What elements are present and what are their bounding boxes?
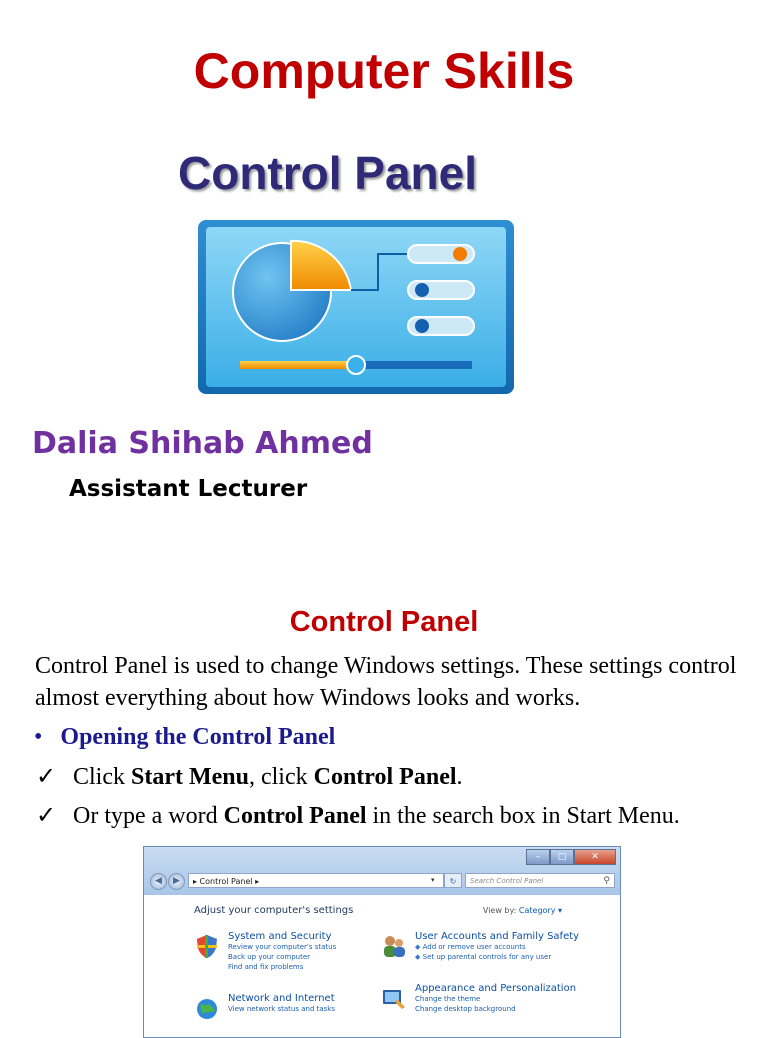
step-item bbox=[36, 762, 463, 791]
category-link[interactable]: Change desktop background bbox=[415, 1005, 516, 1013]
window-controls bbox=[526, 849, 616, 865]
close-icon[interactable]: ✕ bbox=[574, 849, 616, 865]
step-text: Click bbox=[73, 764, 131, 790]
bullet-text: Opening the Control Panel bbox=[60, 724, 336, 750]
category-title[interactable]: Appearance and Personalization bbox=[415, 983, 577, 994]
address-bar[interactable]: ▸ Control Panel ▸ bbox=[188, 873, 444, 888]
author-role: Assistant Lecturer bbox=[69, 476, 308, 502]
bullet-item bbox=[34, 724, 335, 751]
checkmark-icon: ✓ bbox=[36, 803, 57, 829]
shield-icon: ◆ bbox=[415, 953, 421, 961]
refresh-icon[interactable]: ↻ bbox=[444, 873, 462, 888]
category-link[interactable]: View network status and tasks bbox=[228, 1005, 335, 1013]
address-dropdown-icon[interactable]: ▾ bbox=[431, 876, 435, 884]
category-link[interactable]: Back up your computer bbox=[228, 953, 311, 961]
intro-paragraph: Control Panel is used to change Windows settings. These settings control almost everything about how Windows looks and works. bbox=[35, 653, 737, 711]
author-name: Dalia Shihab Ahmed bbox=[32, 426, 373, 461]
maximize-icon[interactable]: □ bbox=[550, 849, 574, 865]
step-text: in the search box in Start Menu. bbox=[366, 803, 680, 829]
category-link[interactable]: Change the theme bbox=[415, 995, 481, 1003]
bullet-marker: • bbox=[34, 724, 43, 750]
category-title[interactable]: User Accounts and Family Safety bbox=[415, 931, 580, 942]
window-heading: Adjust your computer's settings bbox=[194, 905, 354, 916]
checkmark-icon: ✓ bbox=[36, 764, 57, 790]
view-by-value[interactable]: Category ▾ bbox=[518, 906, 562, 915]
step-item bbox=[36, 801, 680, 830]
category-link-text: Set up parental controls for any user bbox=[422, 953, 552, 961]
category-title[interactable]: Network and Internet bbox=[228, 993, 335, 1004]
search-icon[interactable]: ⚲ bbox=[603, 876, 610, 886]
section-heading: Control Panel bbox=[289, 606, 479, 638]
control-panel-logo-icon bbox=[196, 218, 516, 396]
shield-icon bbox=[194, 933, 220, 959]
window-content bbox=[144, 895, 620, 1013]
control-panel-window-screenshot bbox=[143, 846, 621, 1038]
window-titlebar bbox=[144, 847, 620, 895]
control-panel-title: Control Panel bbox=[178, 147, 478, 199]
step-bold-text: Control Panel bbox=[313, 764, 457, 790]
category-link[interactable] bbox=[415, 952, 579, 962]
shield-icon: ◆ bbox=[415, 943, 421, 951]
search-input[interactable] bbox=[465, 873, 615, 888]
category-title[interactable]: System and Security bbox=[228, 931, 332, 942]
category-link[interactable]: Review your computer's status bbox=[228, 943, 337, 951]
back-arrow-icon[interactable]: ◀ bbox=[150, 873, 167, 890]
category-link[interactable] bbox=[415, 942, 579, 952]
search-placeholder: Search Control Panel bbox=[470, 877, 544, 885]
step-text: , click bbox=[248, 764, 314, 790]
view-by-label: View by: bbox=[482, 906, 517, 915]
category-link[interactable]: Find and fix problems bbox=[228, 963, 304, 971]
document-title: Computer Skills bbox=[193, 43, 575, 99]
step-bold-text: Control Panel bbox=[223, 803, 367, 829]
monitor-paint-icon bbox=[381, 985, 407, 1011]
step-bold-text: Start Menu bbox=[131, 764, 249, 790]
minimize-icon[interactable]: – bbox=[526, 849, 550, 865]
globe-network-icon bbox=[194, 995, 220, 1021]
step-text: Or type a word bbox=[73, 803, 224, 829]
view-by-control[interactable] bbox=[483, 906, 562, 915]
forward-arrow-icon[interactable]: ▶ bbox=[168, 873, 185, 890]
category-link-text: Add or remove user accounts bbox=[422, 943, 526, 951]
step-text: . bbox=[456, 764, 463, 790]
users-icon bbox=[381, 933, 407, 959]
